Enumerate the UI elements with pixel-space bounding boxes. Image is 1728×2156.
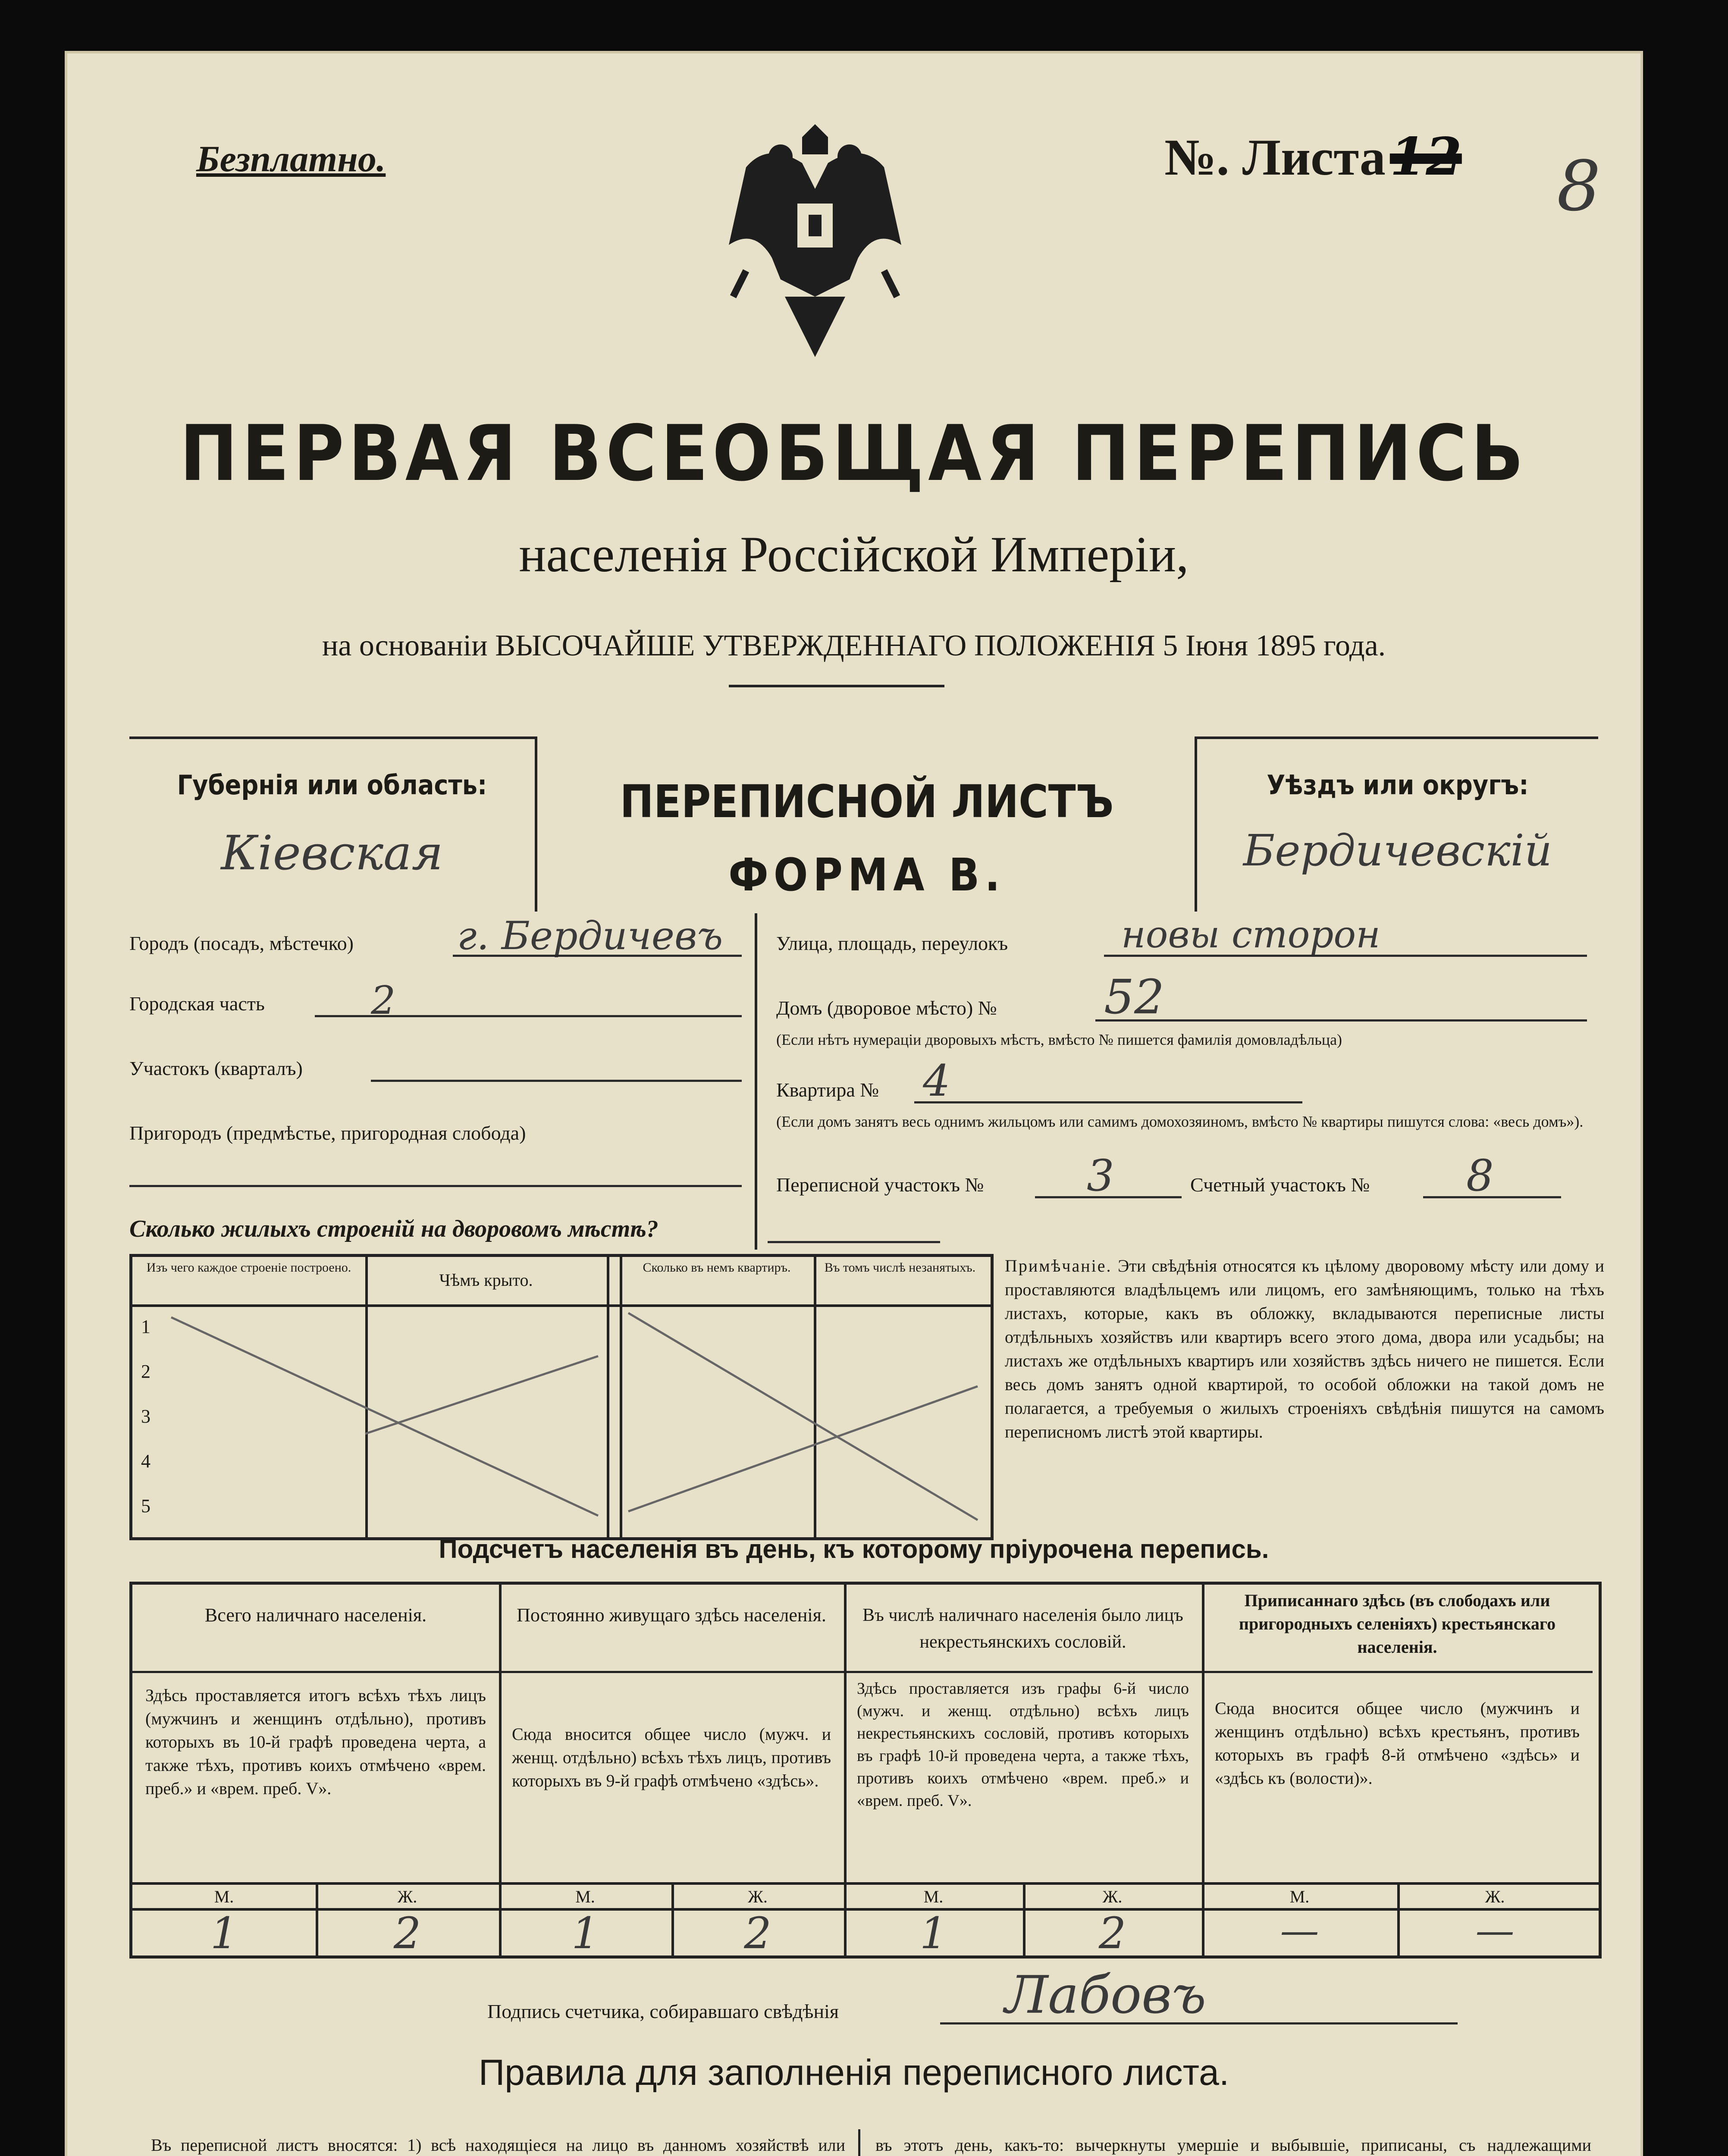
buildings-question-line bbox=[768, 1241, 940, 1243]
rules-title: Правила для заполненія переписного листа. bbox=[478, 2052, 1229, 2093]
permanent-male-value: 1 bbox=[571, 1908, 599, 1959]
col-desc: Сюда вносится общее число (мужч. и женщ. отдѣльно) всѣхъ тѣхъ лицъ, противъ которыхъ въ 9-й графѣ отмѣчено «здѣсь». bbox=[512, 1724, 831, 1790]
apartment-value: 4 bbox=[923, 1056, 950, 1106]
f-label: Ж. bbox=[397, 1887, 417, 1906]
col-head: Всего наличнаго населенія. bbox=[204, 1604, 427, 1626]
city-label: Городъ (посадъ, мѣстечко) bbox=[129, 932, 354, 954]
buildings-row-number: 1 bbox=[141, 1316, 151, 1337]
population-col-peasant bbox=[1202, 1585, 1593, 1955]
free-label: Безплатно. bbox=[196, 138, 386, 179]
peasant-female-value: — bbox=[1475, 1908, 1515, 1953]
district-value: Бердичевскій bbox=[1243, 825, 1552, 876]
col-desc: Сюда вносится общее число (мужчинъ и женщинъ отдѣльно) всѣхъ крестьянъ, противъ которыхъ въ графѣ 8-й отмѣчено «здѣсь» и «здѣсь къ (волости)». bbox=[1215, 1698, 1580, 1788]
col-head: Въ числѣ наличнаго населенія было лицъ некрестьянскихъ сословій. bbox=[862, 1605, 1183, 1652]
section-label: Участокъ (кварталъ) bbox=[129, 1057, 303, 1079]
peasant-male-value: — bbox=[1280, 1908, 1319, 1953]
district-label: Уѣздъ или округъ: bbox=[1267, 769, 1529, 801]
district-box bbox=[1195, 736, 1598, 912]
population-col-permanent bbox=[499, 1585, 844, 1959]
sheet-number-struck: 12 bbox=[1389, 126, 1462, 187]
buildings-col-vacant: Въ томъ числѣ незанятыхъ. bbox=[824, 1260, 976, 1275]
col-desc: Здѣсь проставляется изъ графы 6-й число (мужч. и женщ. отдѣльно) всѣхъ лицъ некрестьянскихъ сословій, противъ которыхъ въ графѣ 10-й проведена черта, а также тѣхъ, противъ коихъ отмѣчено «врем. преб.» и «врем. преб. V». bbox=[857, 1680, 1189, 1810]
city-value: г. Бердичевъ bbox=[457, 913, 723, 959]
total-male-value: 1 bbox=[210, 1908, 238, 1959]
buildings-row-number: 5 bbox=[141, 1495, 151, 1517]
province-value: Кіевская bbox=[221, 825, 443, 881]
col-head: Постоянно живущаго здѣсь населенія. bbox=[517, 1604, 826, 1626]
buildings-col-apartments: Сколько въ немъ квартиръ. bbox=[643, 1260, 791, 1275]
city-line bbox=[453, 955, 742, 957]
population-title: Подсчетъ населенія въ день, къ которому пріурочена перепись. bbox=[439, 1535, 1269, 1564]
population-col-nonpeasant bbox=[844, 1585, 1202, 1959]
f-label: Ж. bbox=[748, 1887, 768, 1906]
street-line bbox=[1104, 955, 1587, 957]
city-part-line bbox=[315, 1015, 742, 1017]
suburb-label: Пригородъ (предмѣстье, пригородная слобода) bbox=[129, 1122, 526, 1144]
total-female-value: 2 bbox=[393, 1908, 421, 1959]
count-district-label: Счетный участокъ № bbox=[1190, 1174, 1370, 1196]
double-headed-eagle-icon bbox=[720, 116, 910, 370]
buildings-note bbox=[1005, 1254, 1604, 1444]
suburb-line bbox=[129, 1185, 742, 1187]
sheet-number-label: №. Листа bbox=[1164, 128, 1386, 186]
count-district-line bbox=[1423, 1196, 1561, 1198]
rules-right-text: въ этотъ день, какъ-то: вычеркнуты умершіе и выбывшіе, приписаны, съ надлежащими bbox=[875, 2135, 1591, 2155]
house-line bbox=[1095, 1019, 1587, 1022]
buildings-col-material: Изъ чего каждое строеніе построено. bbox=[146, 1260, 351, 1275]
buildings-table bbox=[129, 1254, 994, 1540]
m-label: М. bbox=[214, 1887, 234, 1906]
buildings-crossout-lines bbox=[132, 1304, 985, 1533]
note-text: Эти свѣдѣнія относятся къ цѣлому дворовому мѣсту или дому и проставляются владѣльцемъ или лицомъ, его замѣняющимъ, только на тѣхъ листахъ, которые, какъ въ обложку, вкладываются переписные листы отдѣльныхъ хозяйствъ или квартиръ всего этого дома, двора или усадьбы; на листахъ же отдѣльныхъ квартиръ или хозяйствъ здѣсь ничего не пишется. Если весь домъ занятъ одной квартирой, то особой обложки на такой домъ не полагается, а требуемыя о жилыхъ строеніяхъ свѣдѣнія пишутся на самомъ переписномъ листѣ этой квартиры. bbox=[1005, 1256, 1605, 1442]
province-box bbox=[129, 736, 537, 912]
title-divider bbox=[729, 685, 944, 687]
signature-label: Подпись счетчика, собиравшаго свѣдѣнія bbox=[487, 2000, 839, 2022]
buildings-row-number: 2 bbox=[141, 1361, 151, 1382]
street-label: Улица, площадь, переулокъ bbox=[776, 932, 1008, 954]
census-district-value: 3 bbox=[1087, 1150, 1114, 1201]
buildings-row-number: 4 bbox=[141, 1451, 151, 1472]
col-head: Приписаннаго здѣсь (въ слободахъ или пригородныхъ селеніяхъ) крестьянскаго населенія. bbox=[1239, 1591, 1556, 1657]
house-note: (Если нѣтъ нумераціи дворовыхъ мѣстъ, вмѣсто № пишется фамилія домовладѣльца) bbox=[776, 1031, 1342, 1048]
basis-line: на основаніи ВЫСОЧАЙШЕ УТВЕРЖДЕННАГО ПОЛОЖЕНІЯ 5 Іюня 1895 года. bbox=[322, 629, 1386, 662]
street-value: новы сторон bbox=[1121, 913, 1380, 956]
m-label: М. bbox=[575, 1887, 595, 1906]
section-line bbox=[371, 1080, 742, 1082]
subtitle: населенія Россійской Имперіи, bbox=[519, 526, 1189, 583]
sheet-number-margin: 8 bbox=[1557, 146, 1601, 226]
m-label: М. bbox=[1289, 1887, 1310, 1906]
form-name: ФОРМА В. bbox=[728, 849, 1005, 901]
house-label: Домъ (дворовое мѣсто) № bbox=[776, 997, 997, 1019]
form-header bbox=[129, 736, 1596, 918]
address-left bbox=[129, 913, 742, 1211]
buildings-col-roof: Чѣмъ крыто. bbox=[439, 1270, 533, 1290]
apartment-note: (Если домъ занятъ весь однимъ жильцомъ или самимъ домохозяиномъ, вмѣсто № квартиры пишутся слова: «весь домъ»). bbox=[776, 1113, 1584, 1130]
rules-right-column bbox=[875, 2134, 1591, 2156]
house-value: 52 bbox=[1104, 969, 1164, 1025]
permanent-female-value: 2 bbox=[744, 1908, 771, 1959]
f-label: Ж. bbox=[1102, 1887, 1123, 1906]
nonpeasant-male-value: 1 bbox=[919, 1908, 947, 1959]
note-title: Примѣчаніе. bbox=[1005, 1256, 1112, 1275]
buildings-question: Сколько жилыхъ строеній на дворовомъ мѣстѣ? bbox=[129, 1216, 659, 1242]
count-district-value: 8 bbox=[1466, 1150, 1494, 1201]
form-title: ПЕРЕПИСНОЙ ЛИСТЪ bbox=[620, 775, 1114, 828]
main-title: ПЕРВАЯ ВСЕОБЩАЯ ПЕРЕПИСЬ bbox=[180, 409, 1528, 498]
city-part-label: Городская часть bbox=[129, 993, 265, 1015]
col-desc: Здѣсь проставляется итогъ всѣхъ тѣхъ лицъ (мужчинъ и женщинъ отдѣльно), противъ которыхъ въ 10-й графѣ проведена черта, а также тѣхъ, противъ коихъ отмѣчено «врем. преб.» и «врем. преб. V». bbox=[145, 1686, 486, 1798]
rules-left-column: Въ переписной листъ вносятся: 1) всѣ находящіеся на лицо въ данномъ хозяйствѣ или bbox=[151, 2135, 845, 2155]
rules-divider bbox=[858, 2129, 860, 2156]
address-right bbox=[776, 913, 1587, 1215]
census-sheet bbox=[65, 51, 1643, 2156]
province-label: Губернія или область: bbox=[177, 769, 487, 801]
population-col-total bbox=[132, 1585, 499, 1959]
sheet-number bbox=[1164, 126, 1462, 187]
apartment-label: Квартира № bbox=[776, 1079, 879, 1101]
population-table bbox=[129, 1582, 1602, 1959]
apartment-line bbox=[914, 1101, 1302, 1103]
f-label: Ж. bbox=[1485, 1887, 1505, 1906]
m-label: М. bbox=[923, 1887, 944, 1906]
address-divider bbox=[755, 913, 757, 1250]
signature-value: Лабовъ bbox=[1005, 1965, 1206, 2025]
city-part-value: 2 bbox=[371, 978, 396, 1023]
buildings-row-number: 3 bbox=[141, 1406, 151, 1427]
census-district-line bbox=[1035, 1196, 1182, 1198]
nonpeasant-female-value: 2 bbox=[1098, 1908, 1126, 1959]
census-district-label: Переписной участокъ № bbox=[776, 1174, 984, 1196]
